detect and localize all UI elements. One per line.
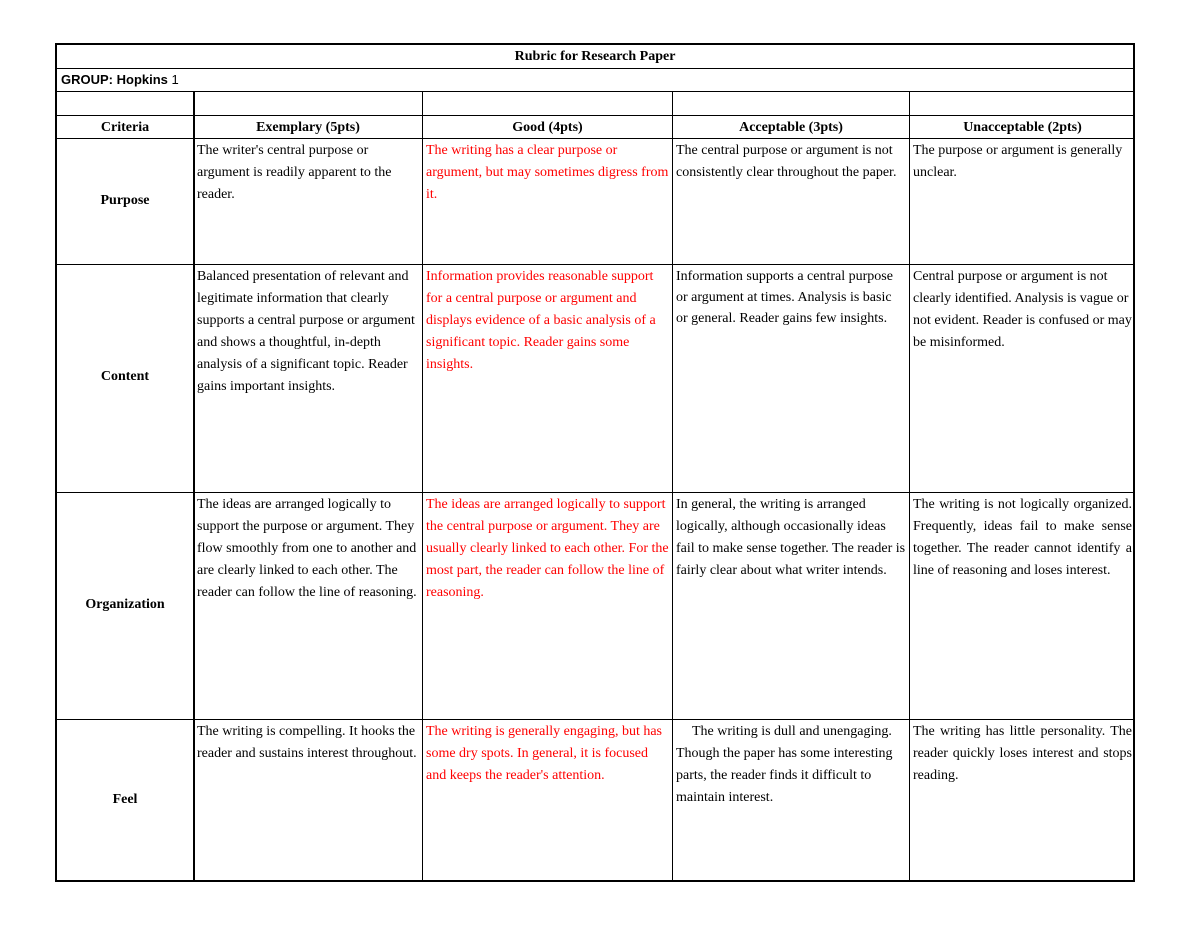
header-exemplary: Exemplary (5pts) — [256, 120, 360, 135]
criterion-organization: Organization — [85, 597, 165, 612]
table-rule — [57, 719, 1133, 720]
document-title: Rubric for Research Paper — [514, 49, 676, 64]
cell-feel-exemplary: The writing is compelling. It hooks the reader and sustains interest throughout. — [197, 724, 417, 761]
group-label — [61, 69, 179, 91]
rubric-table — [55, 43, 1135, 882]
header-good: Good (4pts) — [512, 120, 583, 135]
cell-organization-exemplary: The ideas are arranged logically to support the purpose or argument. They flow smoothly from one to another and are clearly linked to each other. The reader can follow the line of reasoning. — [197, 497, 417, 600]
cell-organization-good: The ideas are arranged logically to support the central purpose or argument. They are usually clearly linked to each other. For the most part, the reader can follow the line of reasoning. — [426, 497, 669, 600]
table-rule — [57, 492, 1133, 493]
cell-content-acceptable: Information supports a central purpose or argument at times. Analysis is basic or general. Reader gains few insights. — [676, 269, 893, 326]
header-unacceptable: Unacceptable (2pts) — [963, 120, 1082, 135]
table-rule — [57, 264, 1133, 265]
table-rule — [57, 91, 1133, 92]
group-name: GROUP: Hopkins — [61, 72, 168, 87]
header-criteria: Criteria — [100, 120, 150, 135]
group-number: 1 — [171, 72, 179, 87]
table-rule — [57, 115, 1133, 116]
cell-purpose-exemplary: The writer's central purpose or argument is readily apparent to the reader. — [197, 143, 392, 202]
cell-feel-unacceptable: The writing has little personality. The reader quickly loses interest and stops reading. — [913, 724, 1132, 783]
criterion-feel: Feel — [112, 792, 138, 807]
cell-content-good: Information provides reasonable support for a central purpose or argument and displays evidence of a basic analysis of a significant topic. Reader gains some insights. — [426, 269, 656, 372]
cell-organization-unacceptable: The writing is not logically organized. Frequently, ideas fail to make sense together. The reader cannot identify a line of reasoning and loses interest. — [913, 497, 1132, 578]
cell-purpose-acceptable: The central purpose or argument is not consistently clear throughout the paper. — [676, 143, 897, 180]
cell-content-unacceptable: Central purpose or argument is not clearly identified. Analysis is vague or not evident. Reader is confused or may be misinformed. — [913, 269, 1132, 350]
cell-content-exemplary: Balanced presentation of relevant and legitimate information that clearly supports a central purpose or argument and shows a thoughtful, in-depth analysis of a significant topic. Reader gains important insights. — [197, 269, 415, 394]
criterion-content: Content — [100, 369, 150, 384]
cell-feel-acceptable: The writing is dull and unengaging. Though the paper has some interesting parts, the reader finds it difficult to maintain interest. — [676, 724, 893, 805]
header-acceptable: Acceptable (3pts) — [739, 120, 843, 135]
cell-organization-acceptable: In general, the writing is arranged logically, although occasionally ideas fail to make sense together. The reader is fairly clear about what writer intends. — [676, 497, 906, 578]
criterion-purpose: Purpose — [100, 193, 150, 208]
cell-purpose-unacceptable: The purpose or argument is generally unclear. — [913, 143, 1123, 180]
cell-purpose-good: The writing has a clear purpose or argument, but may sometimes digress from it. — [426, 143, 669, 202]
cell-feel-good: The writing is generally engaging, but has some dry spots. In general, it is focused and keeps the reader's attention. — [426, 724, 662, 783]
